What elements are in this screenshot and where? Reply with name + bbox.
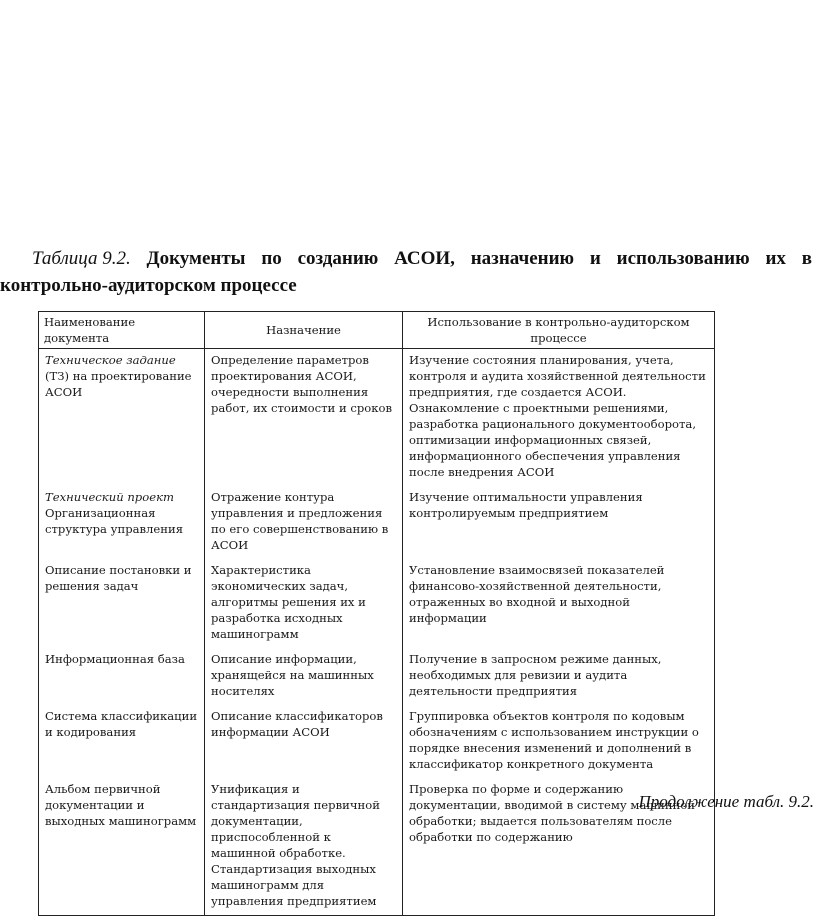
header-purpose: Назначение: [205, 312, 403, 349]
caption-word: назначению: [470, 248, 575, 269]
caption-word: использованию: [616, 248, 750, 269]
header-usage: Использование в контрольно-аудиторском процессе: [403, 312, 715, 349]
caption-label: Таблица 9.2.: [32, 248, 131, 269]
cell-document-name: Информационная база: [39, 648, 205, 705]
cell-usage: Группировка объектов контроля по кодовым обозначениям с использованием инструкции о порядке внесения изменений и дополнений в классификатор конкретного документа: [403, 705, 715, 778]
table-row: [39, 648, 715, 705]
caption-line-2: контрольно-аудиторском процессе: [0, 275, 297, 296]
table-row: [39, 778, 715, 916]
caption-word: Документы: [146, 248, 246, 269]
cell-purpose: Характеристика экономических задач, алгоритмы решения их и разработка исходных машинограмм: [205, 559, 403, 648]
cell-purpose: Отражение контура управления и предложения по его совершенствованию в АСОИ: [205, 486, 403, 559]
caption-word: АСОИ,: [394, 248, 455, 269]
document-stage-label: Техническое задание: [45, 353, 176, 367]
table-row: [39, 486, 715, 559]
document-name: Организационная структура управления: [45, 506, 184, 536]
cell-usage: Изучение состояния планирования, учета, контроля и аудита хозяйственной деятельности предприятия, где создается АСОИ. Ознакомление с проектными решениями, разработка рационального документооборота, оптимизации информационных связей, информационного обеспечения управления после внедрения АСОИ: [403, 349, 715, 487]
caption-line-1: [0, 246, 812, 272]
cell-document-name: Описание постановки и решения задач: [39, 559, 205, 648]
table-continuation-note: Продолжение табл. 9.2.: [638, 792, 814, 811]
cell-purpose: Описание информации, хранящейся на машинных носителях: [205, 648, 403, 705]
caption-word: в: [801, 248, 812, 269]
document-name: (ТЗ) на проектирование АСОИ: [45, 369, 192, 399]
cell-usage: Изучение оптимальности управления контролируемым предприятием: [403, 486, 715, 559]
caption-word: и: [589, 248, 601, 269]
cell-document-name: Система классификации и кодирования: [39, 705, 205, 778]
cell-document-name: [39, 349, 205, 487]
table-row: [39, 705, 715, 778]
cell-document-name: [39, 486, 205, 559]
cell-usage: Получение в запросном режиме данных, необходимых для ревизии и аудита деятельности предприятия: [403, 648, 715, 705]
cell-usage: Установление взаимосвязей показателей финансово-хозяйственной деятельности, отраженных во входной и выходной информации: [403, 559, 715, 648]
cell-purpose: Определение параметров проектирования АСОИ, очередности выполнения работ, их стоимости и сроков: [205, 349, 403, 487]
cell-document-name: Альбом первичной документации и выходных машинограмм: [39, 778, 205, 916]
table-row: [39, 559, 715, 648]
header-document-name: Наименование документа: [39, 312, 205, 349]
cell-purpose: Описание классификаторов информации АСОИ: [205, 705, 403, 778]
table-row: [39, 349, 715, 487]
documents-table: [38, 311, 715, 916]
table-header-row: [39, 312, 715, 349]
caption-word: по: [261, 248, 282, 269]
cell-usage: Проверка по форме и содержанию документации, вводимой в систему машинной обработки; выдается пользователям после обработки по содержанию: [403, 778, 715, 916]
caption-word: их: [765, 248, 786, 269]
caption-word: созданию: [297, 248, 379, 269]
document-stage-label: Технический проект: [45, 490, 174, 504]
cell-purpose: Унификация и стандартизация первичной документации, приспособленной к машинной обработке. Стандартизация выходных машинограмм для управления предприятием: [205, 778, 403, 916]
table-caption: [0, 246, 816, 299]
